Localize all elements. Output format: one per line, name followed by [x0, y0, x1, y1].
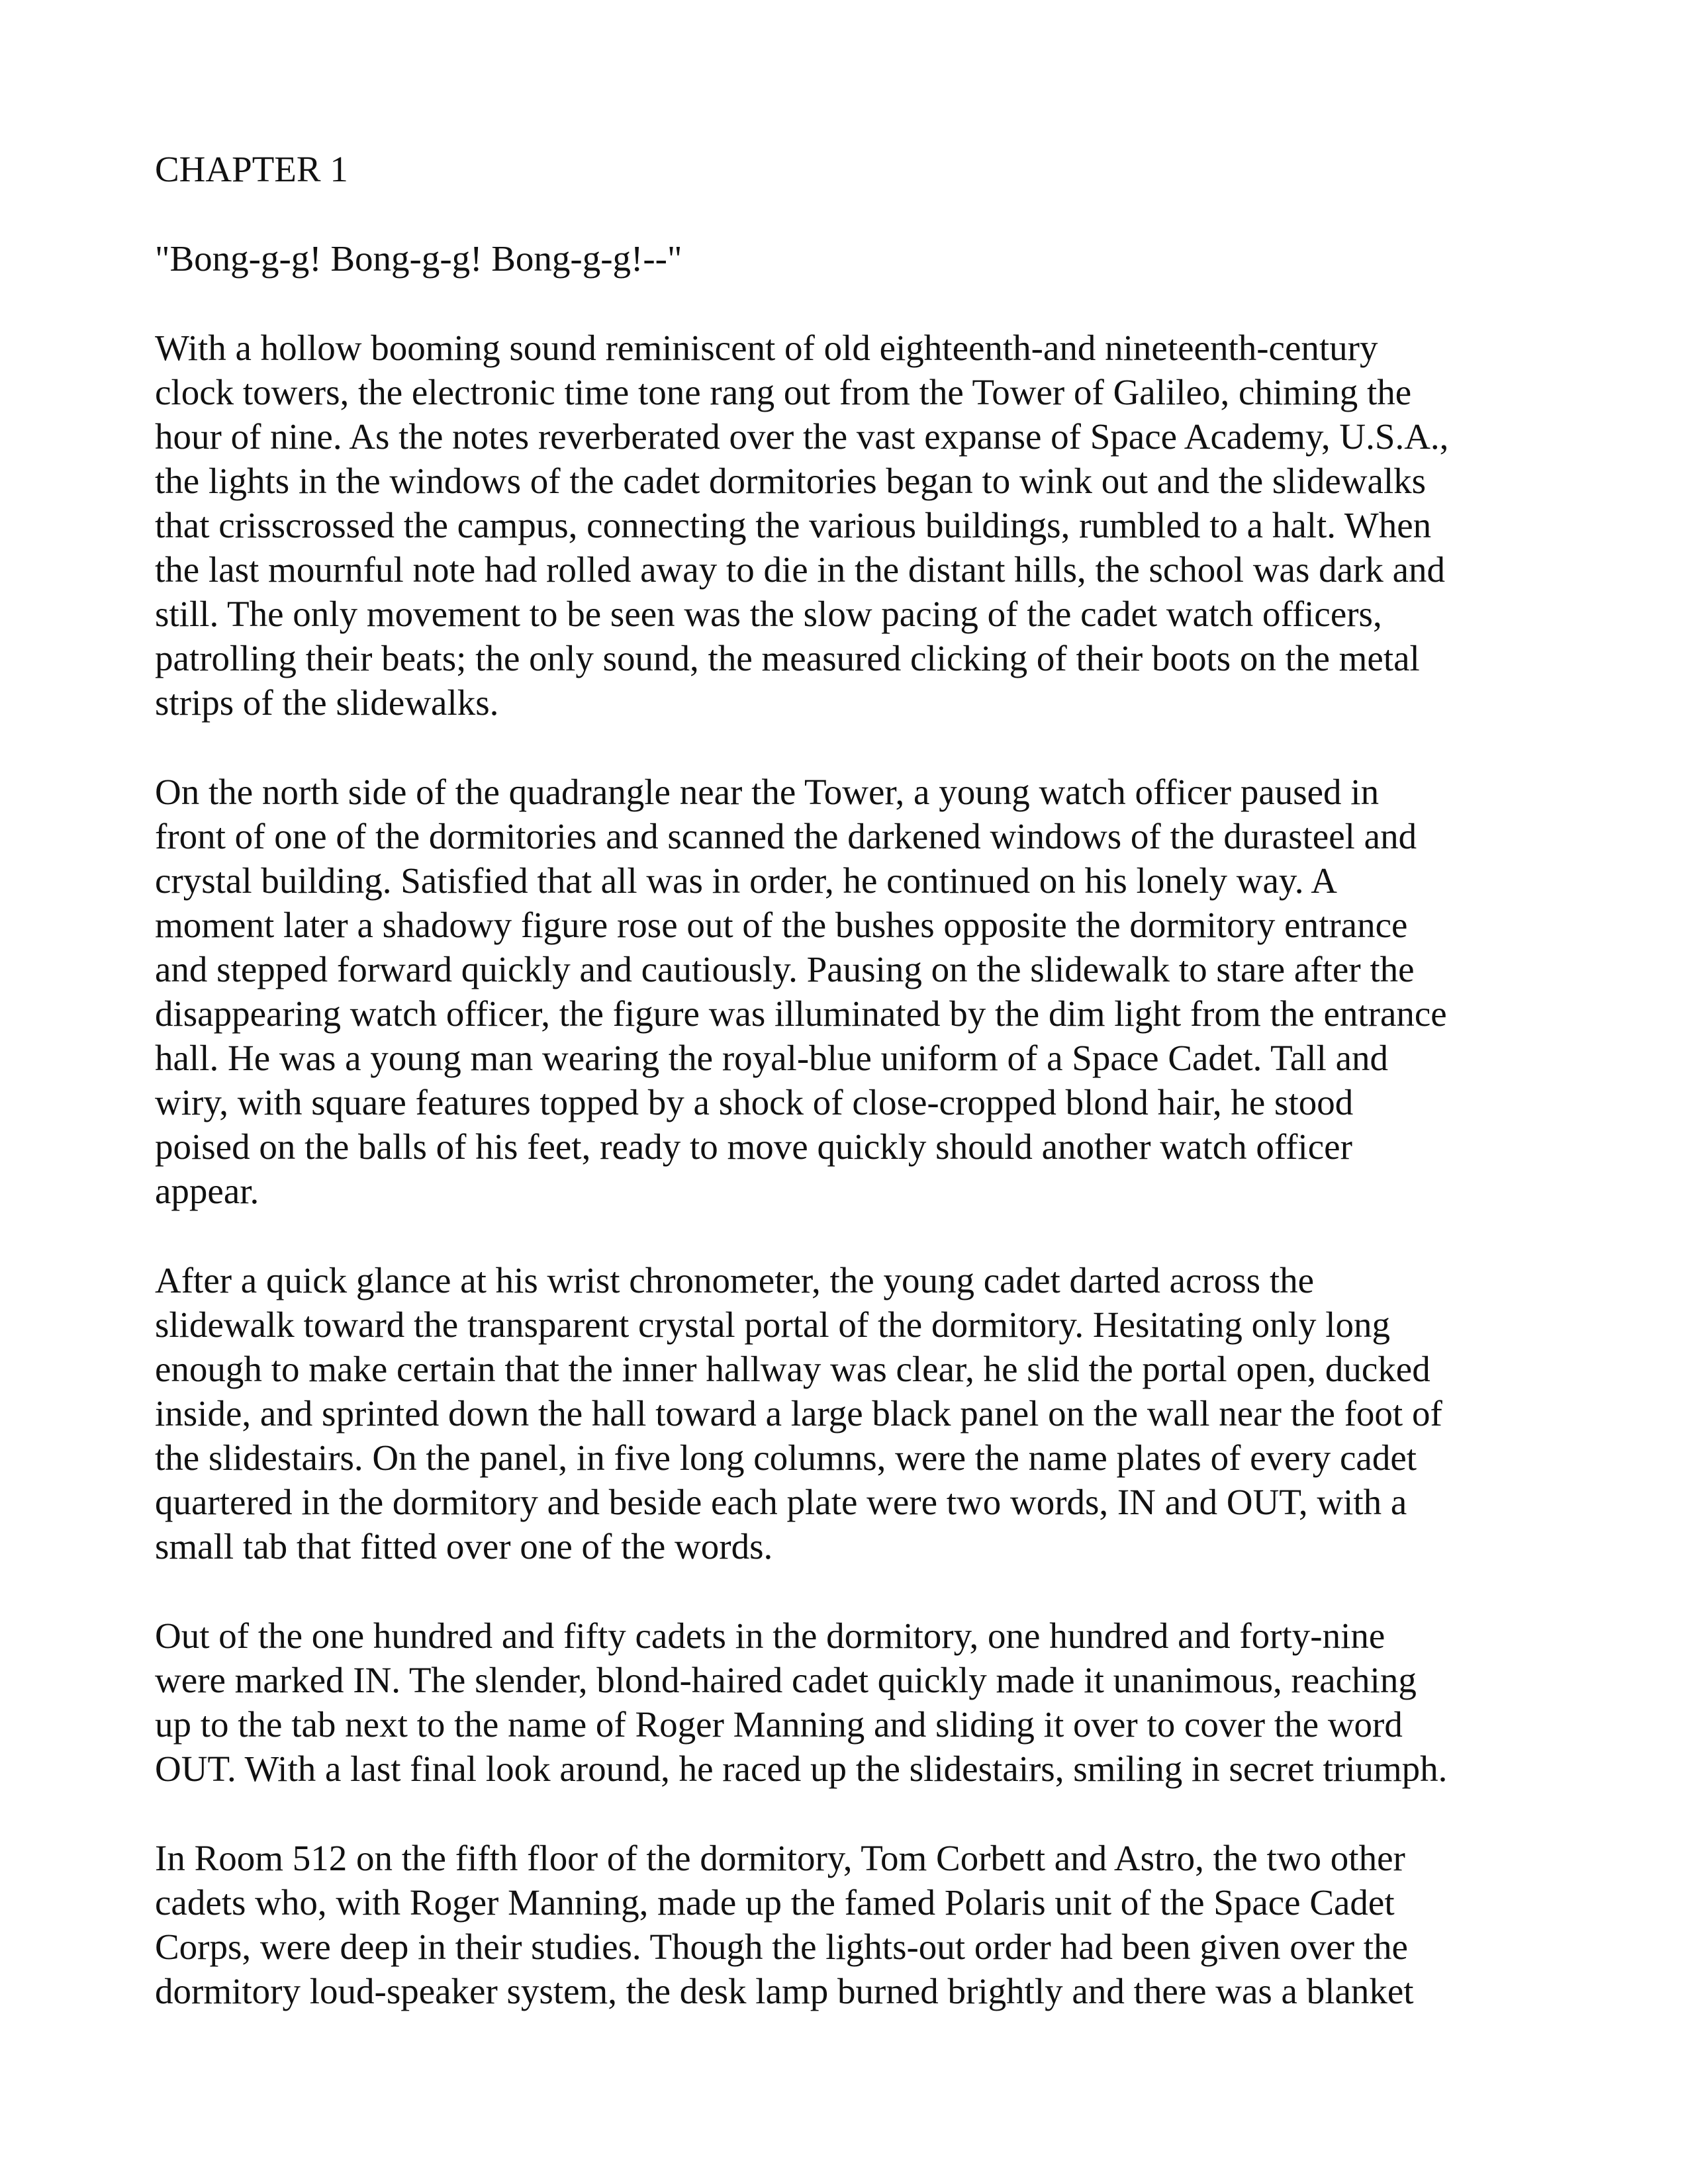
text-line: dormitory loud-speaker system, the desk lamp burned brightly and there was a blanket: [155, 1971, 1414, 2011]
text-line: With a hollow booming sound reminiscent of old eighteenth-and nineteenth-century: [155, 328, 1378, 368]
text-line: patrolling their beats; the only sound, the measured clicking of their boots on the metal: [155, 638, 1420, 678]
text-line: strips of the slidewalks.: [155, 682, 499, 723]
text-line: wiry, with square features topped by a shock of close-cropped blond hair, he stood: [155, 1082, 1354, 1122]
text-line: cadets who, with Roger Manning, made up the famed Polaris unit of the Space Cadet: [155, 1882, 1395, 1923]
text-line: small tab that fitted over one of the words.: [155, 1526, 773, 1567]
paragraph: [155, 770, 1552, 1213]
text-line: On the north side of the quadrangle near the Tower, a young watch officer paused in: [155, 772, 1380, 812]
text-line: In Room 512 on the fifth floor of the dormitory, Tom Corbett and Astro, the two other: [155, 1838, 1405, 1878]
text-line: hall. He was a young man wearing the royal-blue uniform of a Space Cadet. Tall and: [155, 1038, 1389, 1078]
text-line: front of one of the dormitories and scanned the darkened windows of the durasteel and: [155, 816, 1417, 856]
text-line: Corps, were deep in their studies. Though the lights-out order had been given over the: [155, 1927, 1408, 1967]
text-line: moment later a shadowy figure rose out of the bushes opposite the dormitory entrance: [155, 905, 1408, 945]
text-line: up to the tab next to the name of Roger Manning and sliding it over to cover the word: [155, 1704, 1403, 1745]
paragraph: [155, 236, 1552, 281]
text-line: After a quick glance at his wrist chronometer, the young cadet darted across the: [155, 1260, 1315, 1300]
chapter-heading: CHAPTER 1: [155, 149, 348, 189]
text-line: and stepped forward quickly and cautiously. Pausing on the slidewalk to stare after the: [155, 949, 1415, 989]
paragraph: [155, 1836, 1552, 2013]
text-line: appear.: [155, 1171, 259, 1211]
text-line: Out of the one hundred and fifty cadets in the dormitory, one hundred and forty-nine: [155, 1615, 1385, 1656]
text-line: hour of nine. As the notes reverberated over the vast expanse of Space Academy, U.S.A.,: [155, 416, 1449, 457]
paragraph: [155, 1614, 1552, 1791]
body-text: [155, 236, 1552, 2013]
text-line: that crisscrossed the campus, connecting the various buildings, rumbled to a halt. When: [155, 505, 1432, 545]
text-line: still. The only movement to be seen was the slow pacing of the cadet watch officers,: [155, 594, 1382, 634]
text-line: quartered in the dormitory and beside each plate were two words, IN and OUT, with a: [155, 1482, 1407, 1522]
text-line: "Bong-g-g! Bong-g-g! Bong-g-g!--": [155, 238, 682, 279]
text-line: enough to make certain that the inner hallway was clear, he slid the portal open, ducked: [155, 1349, 1430, 1389]
text-line: disappearing watch officer, the figure was illuminated by the dim light from the entrance: [155, 993, 1447, 1034]
text-line: clock towers, the electronic time tone rang out from the Tower of Galileo, chiming the: [155, 372, 1412, 412]
text-line: the lights in the windows of the cadet dormitories began to wink out and the slidewalks: [155, 461, 1427, 501]
text-line: were marked IN. The slender, blond-haired cadet quickly made it unanimous, reaching: [155, 1660, 1417, 1700]
text-line: the slidestairs. On the panel, in five long columns, were the name plates of every cadet: [155, 1437, 1417, 1478]
text-line: poised on the balls of his feet, ready to move quickly should another watch officer: [155, 1126, 1352, 1167]
text-line: the last mournful note had rolled away to die in the distant hills, the school was dark and: [155, 549, 1446, 590]
text-line: slidewalk toward the transparent crystal portal of the dormitory. Hesitating only long: [155, 1304, 1390, 1345]
paragraph: [155, 1258, 1552, 1569]
paragraph: [155, 326, 1552, 725]
text-line: OUT. With a last final look around, he raced up the slidestairs, smiling in secret triumph.: [155, 1749, 1448, 1789]
page-content: [155, 147, 1552, 2058]
text-line: crystal building. Satisfied that all was in order, he continued on his lonely way. A: [155, 860, 1337, 901]
text-line: inside, and sprinted down the hall toward a large black panel on the wall near the foot of: [155, 1393, 1442, 1433]
